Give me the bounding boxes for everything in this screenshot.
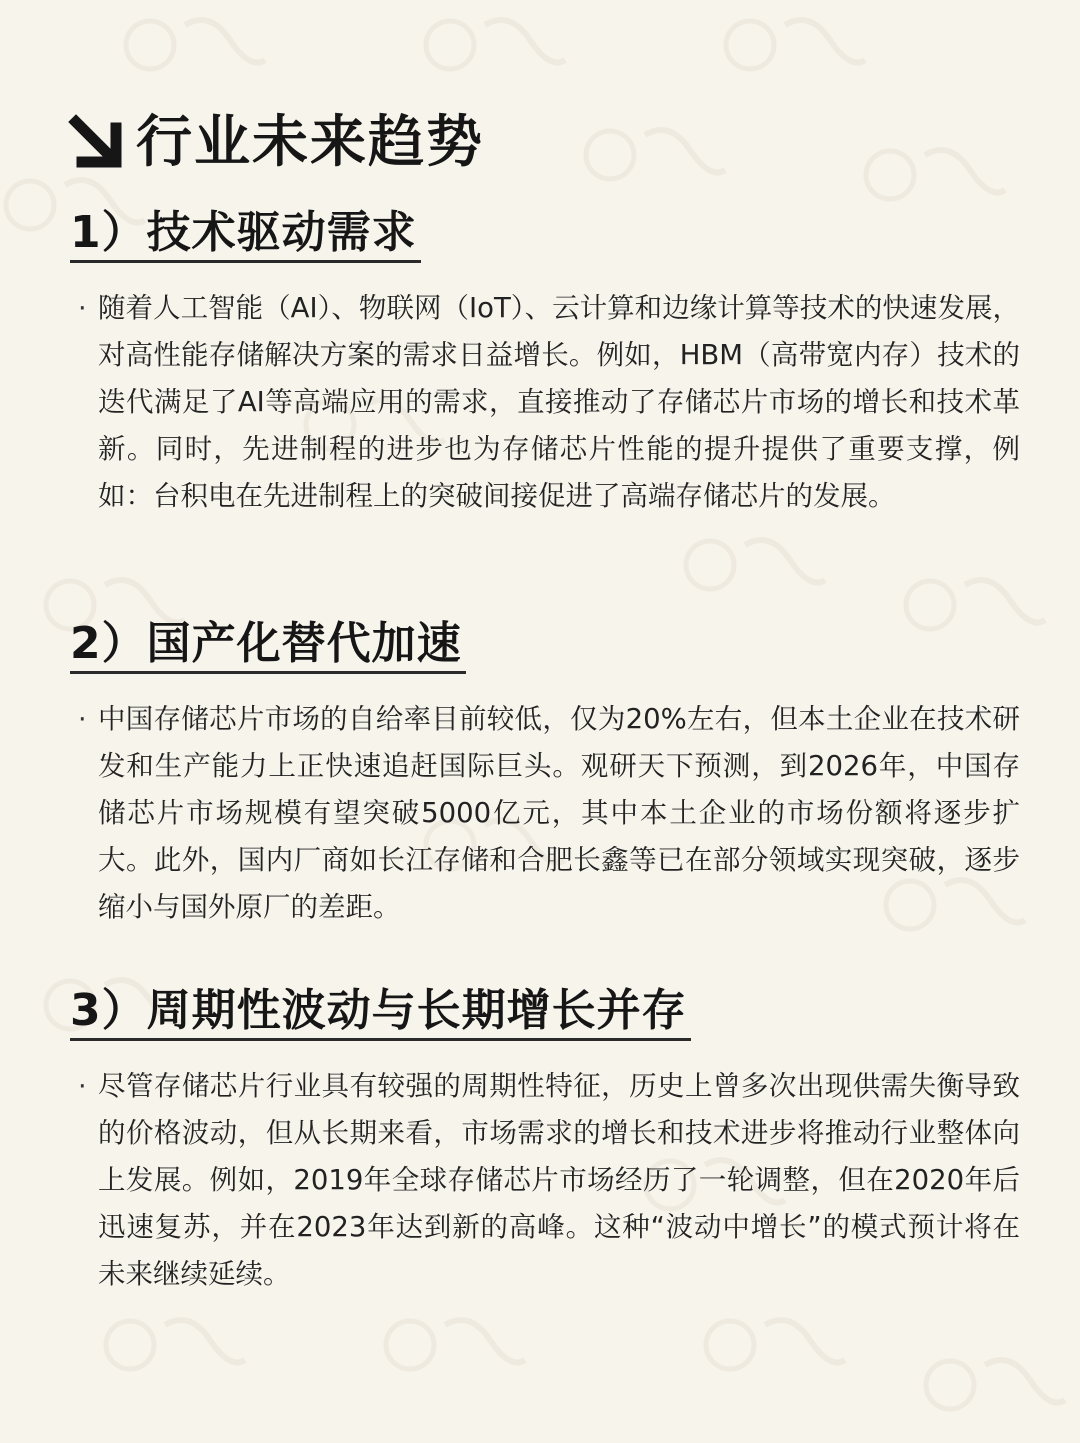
section-heading: 3）周期性波动与长期增长并存 — [70, 984, 691, 1041]
watermark-icon — [420, 0, 570, 90]
arrow-down-right-icon — [68, 114, 126, 172]
watermark-icon — [100, 1300, 250, 1390]
watermark-icon — [380, 1300, 530, 1390]
section-tech-driven-demand — [70, 206, 1020, 520]
watermark-icon — [720, 0, 870, 90]
section-heading: 2）国产化替代加速 — [70, 617, 466, 674]
watermark-icon — [700, 1300, 850, 1390]
section-heading: 1）技术驱动需求 — [70, 206, 421, 263]
page-title — [68, 108, 484, 178]
watermark-icon — [580, 110, 730, 200]
bullet-dot: · — [78, 704, 87, 735]
section-paragraph-text: 中国存储芯片市场的自给率目前较低，仅为20%左右，但本土企业在技术研发和生产能力上正快速追赶国际巨头。观研天下预测，到2026年，中国存储芯片市场规模有望突破5000亿元，其中本土企业的市场份额将逐步扩大。此外，国内厂商如长江存储和合肥长鑫等已在部分领域实现突破，逐步缩小与国外原厂的差距。 — [98, 703, 1020, 923]
watermark-icon — [920, 1340, 1070, 1430]
section-paragraph — [70, 696, 1020, 931]
bullet-dot: · — [78, 293, 87, 324]
bullet-dot: · — [78, 1071, 87, 1102]
section-paragraph — [70, 1063, 1020, 1298]
section-cyclical-and-long-term-growth — [70, 984, 1020, 1298]
section-domestic-substitution — [70, 617, 1020, 931]
page-title-text: 行业未来趋势 — [136, 110, 484, 175]
watermark-icon — [120, 0, 270, 90]
watermark-icon — [680, 520, 830, 610]
section-paragraph — [70, 285, 1020, 520]
section-paragraph-text: 随着人工智能（AI）、物联网（IoT）、云计算和边缘计算等技术的快速发展，对高性能存储解决方案的需求日益增长。例如，HBM（高带宽内存）技术的迭代满足了AI等高端应用的需求，直接推动了存储芯片市场的增长和技术革新。同时，先进制程的进步也为存储芯片性能的提升提供了重要支撑，例如：台积电在先进制程上的突破间接促进了高端存储芯片的发展。 — [98, 292, 1020, 512]
section-paragraph-text: 尽管存储芯片行业具有较强的周期性特征，历史上曾多次出现供需失衡导致的价格波动，但从长期来看，市场需求的增长和技术进步将推动行业整体向上发展。例如，2019年全球存储芯片市场经历了一轮调整，但在2020年后迅速复苏，并在2023年达到新的高峰。这种“波动中增长”的模式预计将在未来继续延续。 — [98, 1070, 1020, 1290]
